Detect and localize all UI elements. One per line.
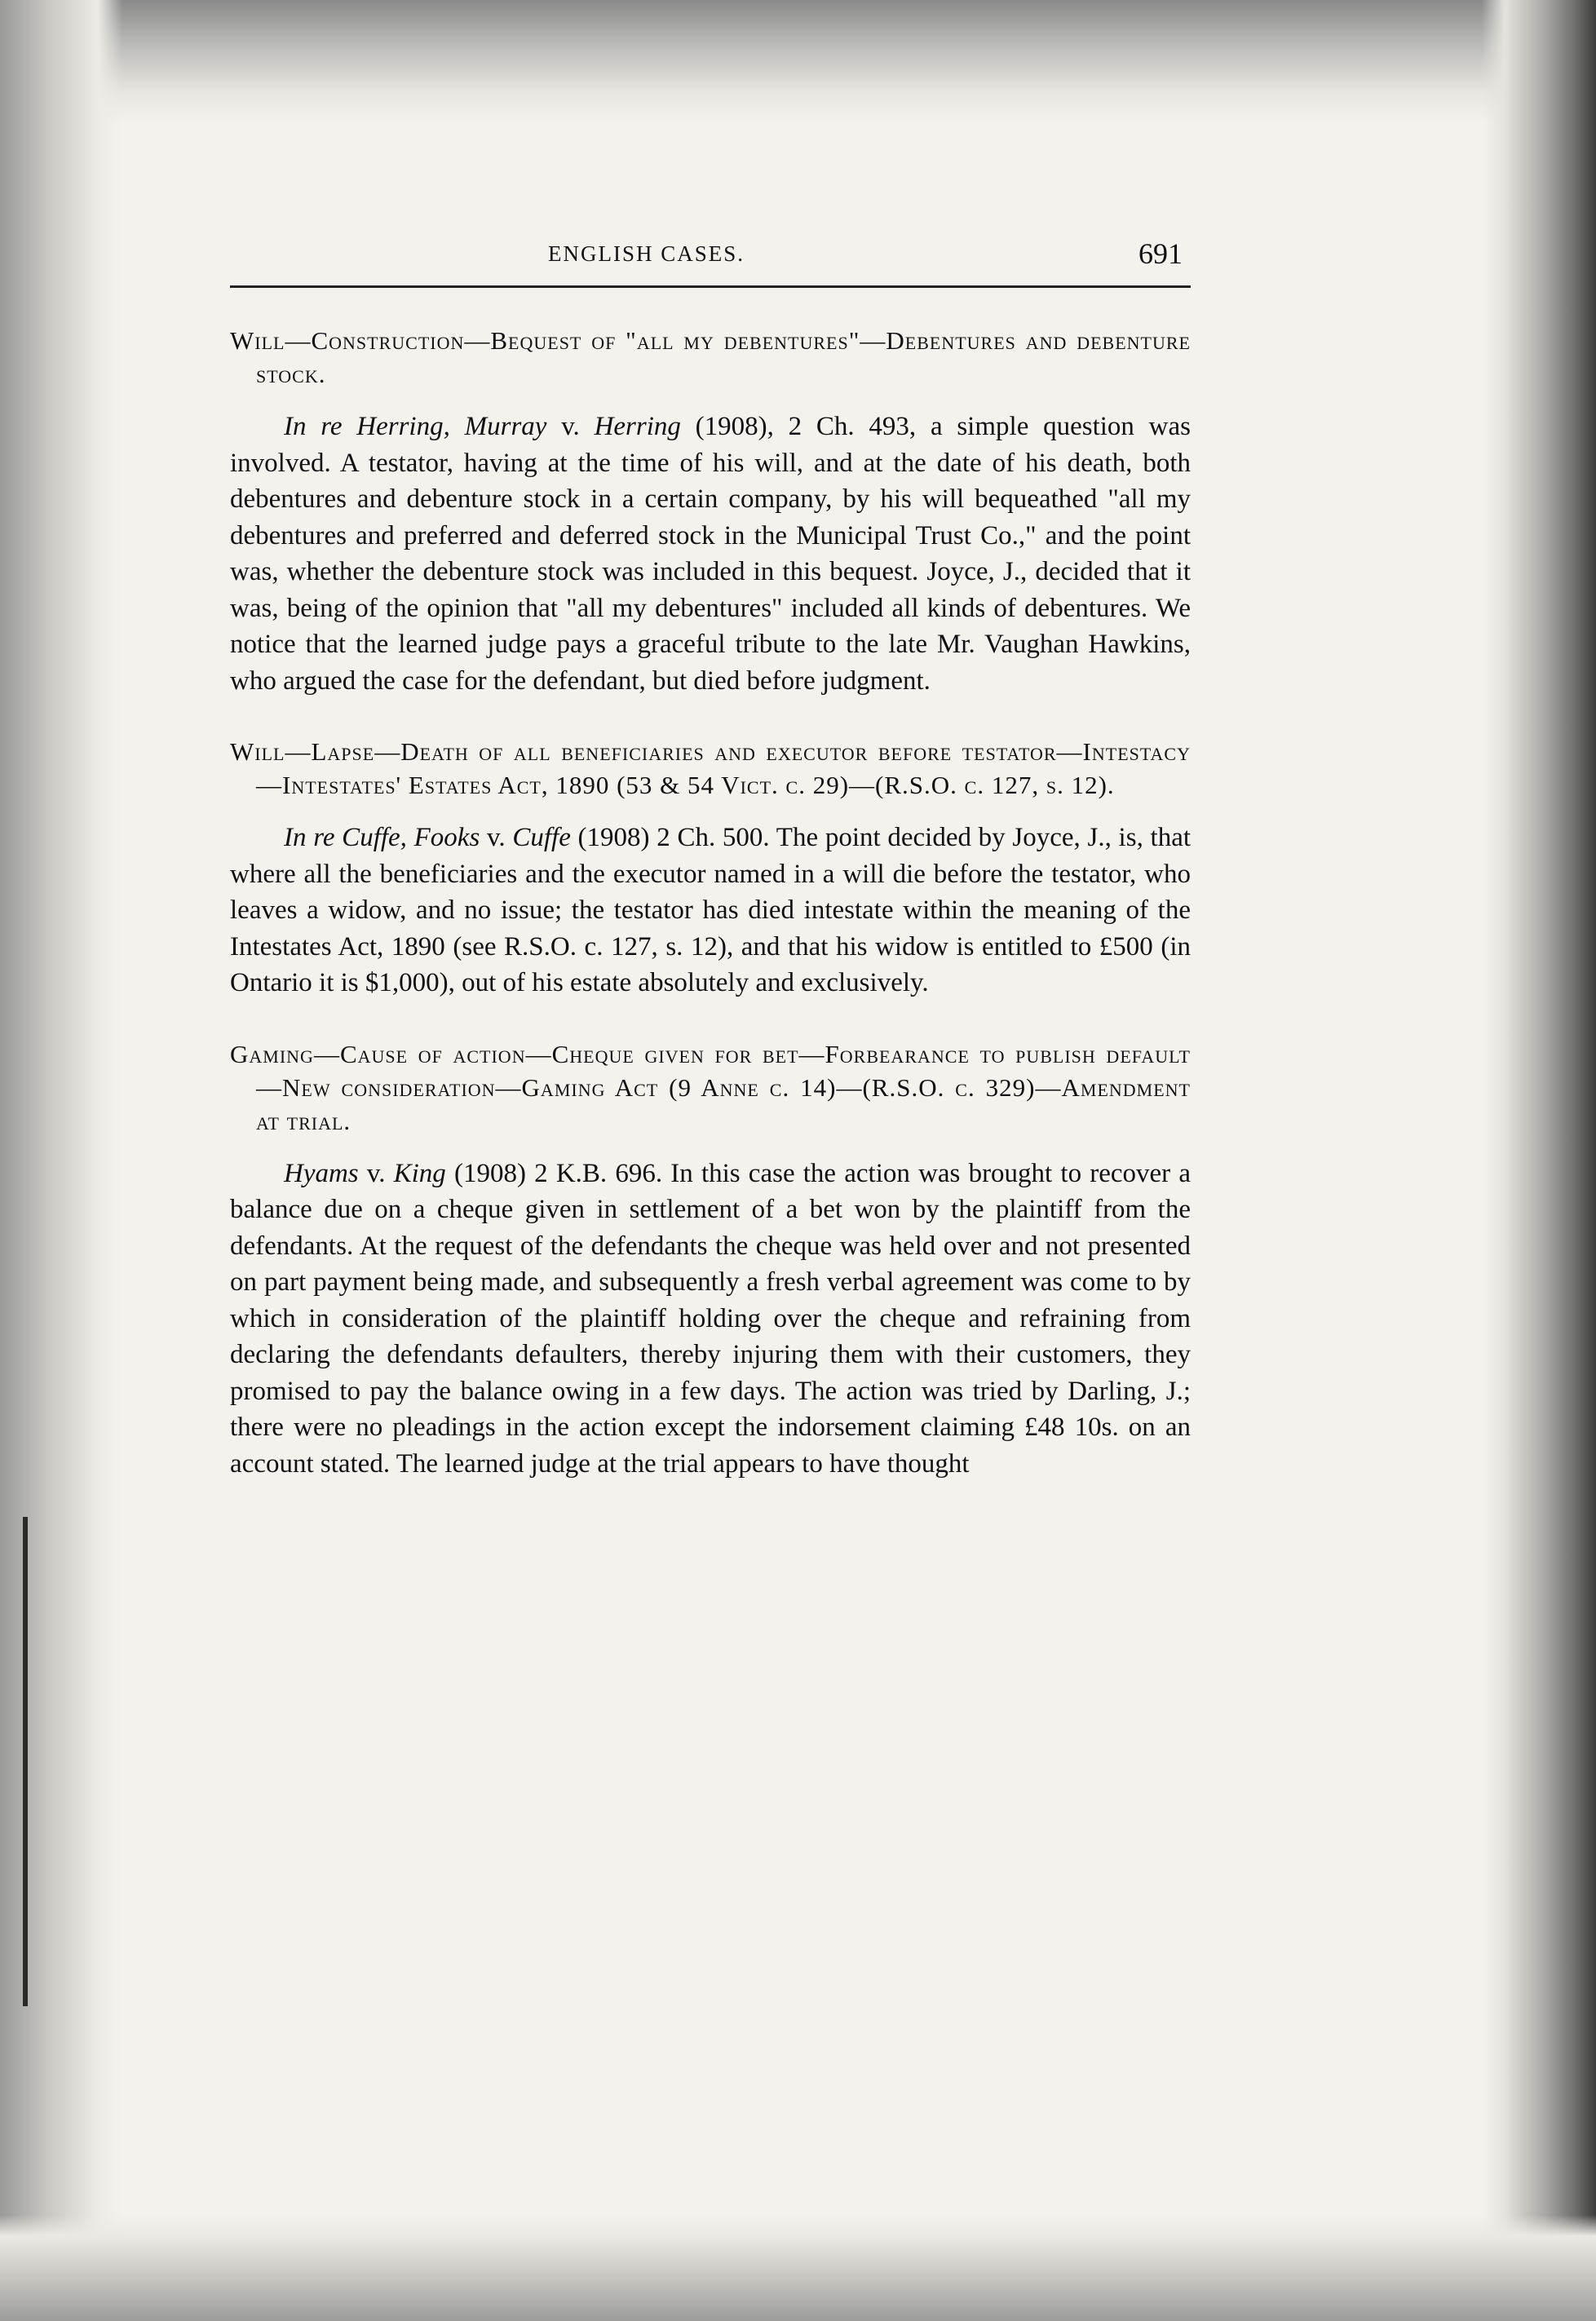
case-heading: Will—Lapse—Death of all beneficiaries and executor before testator—Intestacy—Intestates' Estates Act, 1890 (53 & 54 Vict. c. 29)—(R.S.O. c. 127, s. 12). [230,737,1191,799]
case-heading: Will—Construction—Bequest of "all my debentures"—Debentures and debenture stock. [230,326,1191,388]
case-note-cuffe [230,735,1191,1001]
scan-border-right [1482,0,1596,2321]
case-party-a: In re Cuffe, Fooks [284,823,480,852]
page-number: 691 [1138,237,1183,270]
running-head [230,237,1191,288]
scan-border-left [0,0,122,2321]
case-versus: v. [358,1158,394,1188]
case-party-b: Cuffe [512,823,571,852]
book-page [230,237,1191,1482]
case-body: (1908) 2 Ch. 500. The point decided by Joyce, J., is, that where all the beneficiaries and the executor named in a will die before the testator, who leaves a widow, and no issue; the testator has died intestate within the meaning of the Intestates Act, 1890 (see R.S.O. c. 127, s. 12), and that his widow is entitled to £500 (in Ontario it is $1,000), out of his estate absolutely and exclusively. [230,823,1191,997]
scan-border-bottom [0,2215,1596,2321]
case-paragraph [230,820,1191,1001]
case-party-a: Hyams [284,1158,359,1188]
case-note-hyams [230,1037,1191,1483]
case-heading: Gaming—Cause of action—Cheque given for bet—Forbearance to publish default—New consideration—Gaming Act (9 Anne c. 14)—(R.S.O. c. 329)—Amendment at trial. [230,1039,1191,1135]
binding-shadow [23,1517,28,2006]
case-body: (1908) 2 K.B. 696. In this case the action was brought to recover a balance due on a cheque given in settlement of a bet won by the plaintiff from the defendants. At the request of the defendants the cheque was held over and not presented on part payment being made, and subsequently a fresh verbal agreement was come to by which in consideration of the plaintiff holding over the cheque and refraining from declaring the defendants defaulters, thereby injuring them with their customers, they promised to pay the balance owing in a few days. The action was tried by Darling, J.; there were no pleadings in the action except the indorsement claiming £48 10s. on an account stated. The learned judge at the trial appears to have thought [230,1158,1191,1479]
case-party-a: In re Herring, Murray [284,412,547,441]
case-note-herring [230,324,1191,699]
running-title: ENGLISH CASES. [548,241,745,266]
case-versus: v. [546,412,595,441]
case-paragraph [230,409,1191,699]
case-party-b: Herring [594,412,681,441]
scan-border-top [0,0,1596,122]
case-body: (1908), 2 Ch. 493, a simple question was involved. A testator, having at the time of his will, and at the date of his death, both debentures and debenture stock in a certain company, by his will bequeathed "all my debentures and preferred and deferred stock in the Municipal Trust Co.," and the point was, whether the debenture stock was included in this bequest. Joyce, J., decided that it was, being of the opinion that "all my debentures" included all kinds of debentures. We notice that the learned judge pays a graceful tribute to the late Mr. Vaughan Hawkins, who argued the case for the defendant, but died before judgment. [230,412,1191,696]
case-party-b: King [393,1158,446,1188]
case-paragraph [230,1156,1191,1483]
case-versus: v. [480,823,513,852]
